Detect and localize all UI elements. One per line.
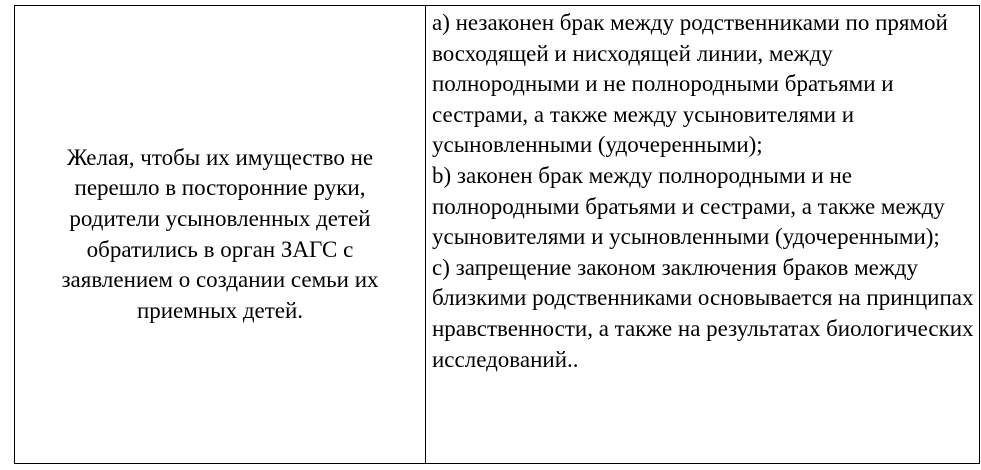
situation-text: Желая, чтобы их имущество не перешло в посторонние руки, родители усыновленных детей обратились в орган ЗАГС с заявлением о создании семьи их приемных детей. [61,144,379,323]
table-row [15,6,980,464]
option-a: a) незаконен брак между родственниками по прямой восходящей и нисходящей линии, между полнородными и не полнородными братьями и сестрами, а также между усыновителями и усыновленными (удочеренными); [432,10,948,158]
option-c: c) запрещение законом заключения браков между близкими родственниками основывается на принципах нравственности, а также на результатах биологических исследований.. [432,254,974,372]
situation-cell [15,6,426,464]
options-cell [426,6,980,464]
option-b: b) законен брак между полнородными и не полнородными братьями и сестрами, а также между усыновителями и усыновленными (удочеренными); [432,162,945,250]
case-table [14,5,980,464]
